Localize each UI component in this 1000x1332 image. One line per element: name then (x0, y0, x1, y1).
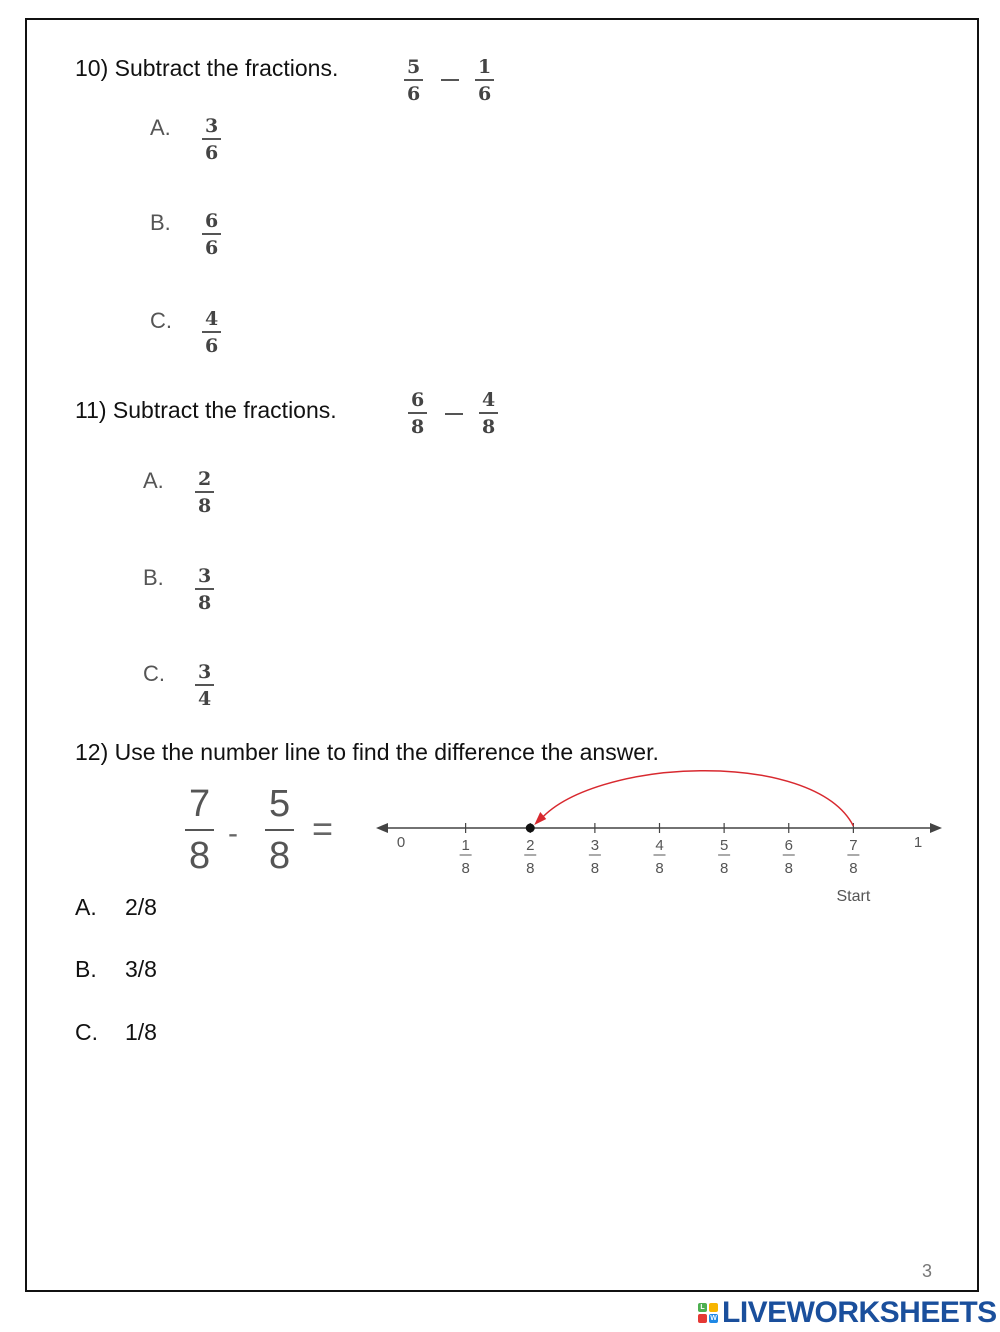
tick-label-denominator: 8 (655, 860, 664, 877)
q10-b-numerator: 1 (475, 58, 494, 81)
q12-answer-b-letter: B. (75, 956, 97, 982)
tick-label-denominator: 8 (461, 860, 470, 877)
tick-label-numerator: 4 (655, 837, 664, 854)
logo-tile-red (698, 1314, 707, 1323)
q10-fraction-a (404, 58, 423, 104)
jump-arrowhead (534, 812, 546, 825)
q11-option-c-denominator: 4 (198, 688, 212, 710)
tick-label-numerator: 5 (719, 837, 729, 854)
q10-prompt: 10) Subtract the fractions. (75, 55, 339, 81)
q11-option-a-denominator: 8 (198, 495, 212, 517)
q10-option-c-fraction[interactable] (202, 310, 221, 356)
q11-option-b-numerator: 3 (195, 567, 214, 590)
q12-minus-sign: - (228, 817, 238, 850)
q12-answer-c-value: 1/8 (125, 1019, 157, 1045)
tick-label-denominator: 8 (526, 860, 535, 877)
q10-option-a-denominator: 6 (205, 142, 219, 164)
q11-option-a-fraction[interactable] (195, 470, 214, 516)
q12-b-denominator: 8 (269, 835, 291, 877)
page-number: 3 (922, 1261, 933, 1281)
tick-label-numerator: 2 (526, 837, 535, 854)
q10-option-a-letter[interactable]: A. (150, 115, 171, 140)
q11-option-a-numerator: 2 (195, 470, 214, 493)
q11-option-c-fraction[interactable] (195, 663, 214, 709)
q10-option-a-numerator: 3 (202, 117, 221, 140)
logo-tile-yellow (709, 1303, 718, 1312)
q10-a-denominator: 6 (407, 83, 421, 105)
q11-option-b-fraction[interactable] (195, 567, 214, 613)
jump-arc (538, 771, 853, 826)
q12-b-numerator: 5 (265, 785, 294, 831)
q10-option-b-numerator: 6 (202, 212, 221, 235)
tick-label-denominator: 8 (849, 860, 858, 877)
q11-fraction-a (408, 391, 427, 437)
q12-answer-c-letter: C. (75, 1019, 98, 1045)
q11-option-c-letter[interactable]: C. (143, 661, 165, 686)
q11-option-b-denominator: 8 (198, 592, 212, 614)
q12-answer-b-value: 3/8 (125, 956, 157, 982)
liveworksheets-logo-icon (698, 1303, 718, 1323)
q11-option-b-letter[interactable]: B. (143, 565, 164, 590)
q12-answer-b[interactable] (75, 956, 157, 983)
q12-a-denominator: 8 (189, 835, 211, 877)
q11-b-denominator: 8 (482, 416, 496, 438)
tick-label-numerator: 1 (461, 837, 470, 854)
q12-answer-c[interactable] (75, 1019, 157, 1046)
number-line-zero-label: 0 (396, 834, 406, 851)
number-line-left-arrowhead (376, 823, 388, 833)
q12-answer-a-letter: A. (75, 894, 97, 920)
tick-label-denominator: 8 (590, 860, 600, 877)
landing-point-dot (526, 824, 535, 833)
q10-option-c-numerator: 4 (202, 310, 221, 333)
q10-option-a-fraction[interactable] (202, 117, 221, 163)
logo-tile-l: L (698, 1303, 707, 1312)
tick-label-numerator: 3 (590, 837, 600, 854)
q12-answer-a[interactable] (75, 894, 157, 921)
q11-a-denominator: 8 (411, 416, 425, 438)
q12-equals-sign: = (312, 808, 334, 849)
number-line-one-label: 1 (913, 834, 923, 851)
q12-fraction-b (265, 785, 294, 875)
liveworksheets-logo (698, 1296, 997, 1330)
start-caption: Start (836, 888, 871, 905)
tick-label-denominator: 8 (719, 860, 729, 877)
q10-option-c-denominator: 6 (205, 335, 219, 357)
q11-minus-sign (445, 413, 463, 415)
q10-option-b-fraction[interactable] (202, 212, 221, 258)
q12-answer-a-value: 2/8 (125, 894, 157, 920)
q10-option-b-letter[interactable]: B. (150, 210, 171, 235)
q10-b-denominator: 6 (478, 83, 492, 105)
q10-option-c-letter[interactable]: C. (150, 308, 172, 333)
liveworksheets-logo-text: LIVEWORKSHEETS (722, 1296, 997, 1329)
q11-option-a-letter[interactable]: A. (143, 468, 164, 493)
tick-label-denominator: 8 (784, 860, 793, 877)
q12-a-numerator: 7 (185, 785, 214, 831)
tick-label-numerator: 7 (849, 837, 858, 854)
q10-a-numerator: 5 (404, 58, 423, 81)
q12-prompt: 12) Use the number line to find the difference the answer. (75, 739, 659, 765)
logo-tile-w: W (710, 1315, 717, 1322)
q11-prompt: 11) Subtract the fractions. (75, 397, 337, 423)
q11-a-numerator: 6 (408, 391, 427, 414)
q11-b-numerator: 4 (479, 391, 498, 414)
number-line (370, 760, 950, 910)
q12-fraction-a (185, 785, 214, 875)
q10-option-b-denominator: 6 (205, 237, 219, 259)
q10-minus-sign (441, 79, 459, 81)
q10-fraction-b (475, 58, 494, 104)
number-line-right-arrowhead (930, 823, 942, 833)
q11-option-c-numerator: 3 (195, 663, 214, 686)
tick-label-numerator: 6 (784, 837, 793, 854)
q11-fraction-b (479, 391, 498, 437)
